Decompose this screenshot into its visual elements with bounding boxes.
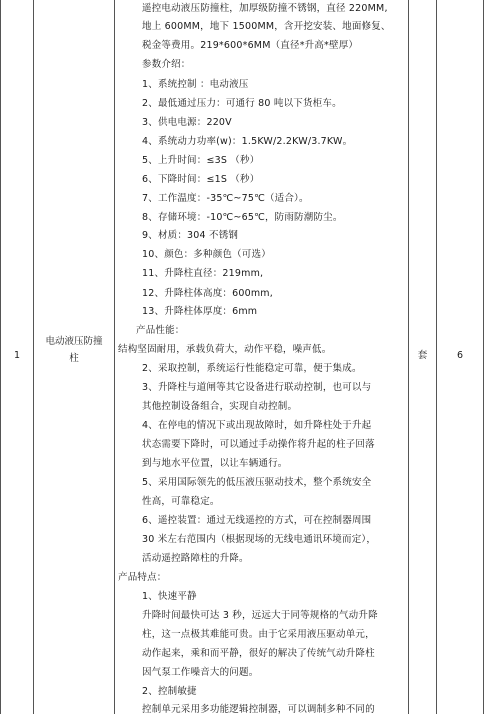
desc-line: 地上 600MM，地下 1500MM，含开挖安装、地面修复、 — [142, 21, 391, 32]
desc-line: 7、工作温度：-35℃~75℃（适合）。 — [142, 193, 309, 204]
desc-line: 性高，可靠稳定。 — [142, 496, 220, 507]
desc-line: 1、系统控制 ：电动液压 — [142, 79, 249, 90]
product-name-cell — [34, 330, 114, 370]
unit-value: 套 — [417, 349, 428, 361]
desc-line: 5、上升时间：≤3S （秒） — [142, 155, 260, 166]
desc-line: 3、升降柱与道闸等其它设备进行联动控制，也可以与 — [142, 382, 372, 393]
desc-line: 2、采取控制，系统运行性能稳定可靠，便于集成。 — [142, 363, 362, 374]
desc-line: 2、最低通过压力：可通行 80 吨以下货柜车。 — [142, 98, 342, 109]
desc-line: 税金等费用。219*600*6MM（直径*升高*壁厚） — [142, 40, 359, 51]
desc-line: 4、在停电的情况下或出现故障时，如升降柱处于升起 — [142, 420, 372, 431]
unit-cell — [409, 345, 436, 365]
desc-line: 13、升降柱体厚度：6mm — [142, 306, 258, 317]
desc-line: 其他控制设备组合，实现自动控制。 — [142, 401, 298, 412]
desc-line: 2、控制敏捷 — [142, 686, 197, 697]
product-name-line-1: 电动液压防撞 — [45, 336, 103, 347]
row-index: 1 — [13, 349, 21, 361]
desc-line: 8、存储环境：-10℃~65℃，防雨防潮防尘。 — [142, 212, 343, 223]
desc-line: 遥控电动液压防撞柱，加厚级防撞不锈钢，直径 220MM, — [142, 3, 388, 14]
desc-line: 柱，这一点极其难能可贵。由于它采用液压驱动单元， — [142, 629, 375, 640]
desc-line: 12、升降柱体高度：600mm, — [142, 288, 273, 299]
desc-line: 结构坚固耐用，承载负荷大，动作平稳，噪声低。 — [118, 344, 332, 355]
desc-line: 动作起来，乘和而平静，很好的解决了传统气动升降柱 — [142, 648, 375, 659]
desc-line: 30 米左右范围内（根据现场的无线电通讯环境而定）， — [142, 534, 377, 545]
desc-line: 产品性能： — [136, 325, 185, 336]
desc-line: 控制单元采用多功能逻辑控制器，可以调制多种不同的 — [142, 704, 375, 714]
desc-line: 3、供电电源：220V — [142, 117, 232, 128]
desc-line: 5、采用国际领先的低压液压驱动技术，整个系统安全 — [142, 477, 372, 488]
desc-line: 10、颜色：多种颜色（可选） — [142, 249, 271, 260]
quantity-cell — [437, 345, 483, 365]
desc-line: 11、升降柱直径：219mm, — [142, 268, 264, 279]
desc-line: 6、下降时间：≤1S （秒） — [142, 174, 260, 185]
desc-line: 状态需要下降时，可以通过手动操作将升起的柱子回落 — [142, 439, 375, 450]
desc-line: 升降时间最快可达 3 秒，远远大于同等规格的气动升降 — [142, 610, 378, 621]
description-cell — [114, 0, 408, 714]
desc-line: 1、快速平静 — [142, 591, 197, 602]
desc-line: 6、遥控装置：通过无线遥控的方式，可在控制器周围 — [142, 515, 372, 526]
quantity-value: 6 — [456, 349, 464, 361]
desc-line: 产品特点： — [118, 572, 167, 583]
desc-line: 4、系统动力功率(w)：1.5KW/2.2KW/3.7KW。 — [142, 136, 353, 147]
desc-line: 因气泵工作噪音大的问题。 — [142, 667, 259, 678]
desc-line: 到与地水平位置，以让车辆通行。 — [142, 458, 288, 469]
desc-line: 参数介绍： — [142, 59, 191, 70]
product-name-line-2: 柱 — [69, 353, 79, 364]
desc-line: 活动遥控路障柱的升降。 — [142, 553, 249, 564]
row-index-cell — [1, 340, 33, 370]
desc-line: 9、材质：304 不锈钢 — [142, 230, 239, 241]
